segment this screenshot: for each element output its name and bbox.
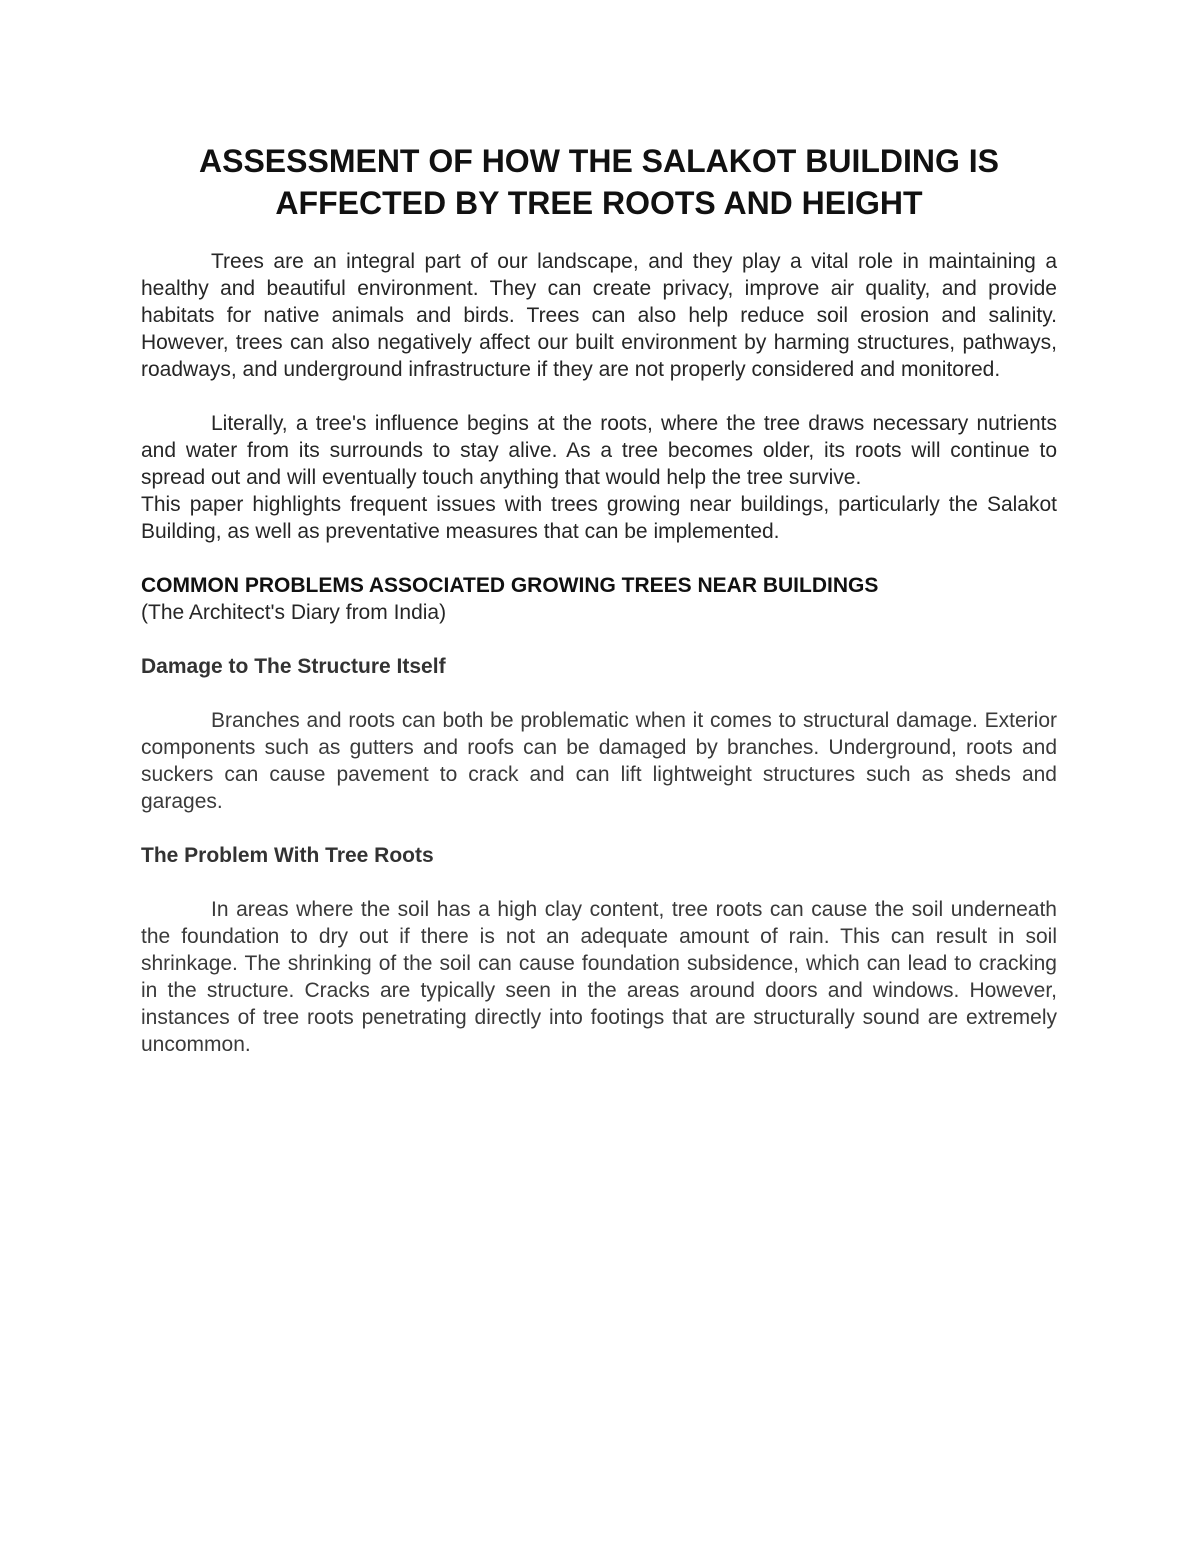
spacer [141,545,1057,572]
spacer [141,224,1057,248]
document-page [141,140,1057,1058]
title-line-2: AFFECTED BY TREE ROOTS AND HEIGHT [275,185,923,221]
spacer [141,626,1057,653]
intro-paragraph-3: This paper highlights frequent issues with trees growing near buildings, particularly the Salakot Building, as well as preventative measures that can be implemented. [141,493,1057,543]
spacer [141,815,1057,842]
document-title [141,140,1057,224]
structure-damage-paragraph: Branches and roots can both be problematic when it comes to structural damage. Exterior components such as gutters and roofs can be damaged by branches. Underground, roots and suckers can cause pavement to crack and can lift lightweight structures such as sheds and garages. [141,709,1057,813]
section-heading-common-problems: COMMON PROBLEMS ASSOCIATED GROWING TREES NEAR BUILDINGS [141,574,879,597]
intro-paragraph-1: Trees are an integral part of our landscape, and they play a vital role in maintaining a healthy and beautiful environment. They can create privacy, improve air quality, and provide habitats for native animals and birds. Trees can also help reduce soil erosion and salinity. However, trees can also negatively affect our built environment by harming structures, pathways, roadways, and underground infrastructure if they are not properly considered and monitored. [141,250,1057,381]
title-line-1: ASSESSMENT OF HOW THE SALAKOT BUILDING IS [198,143,999,179]
intro-paragraph-2: Literally, a tree's influence begins at the roots, where the tree draws necessary nutrients and water from its surrounds to stay alive. As a tree becomes older, its roots will continue to spread out and will eventually touch anything that would help the tree survive. [141,412,1057,489]
section-source: (The Architect's Diary from India) [141,601,447,624]
subheading-tree-roots: The Problem With Tree Roots [141,844,434,867]
tree-roots-paragraph: In areas where the soil has a high clay content, tree roots can cause the soil underneath the foundation to dry out if there is not an adequate amount of rain. This can result in soil shrinkage. The shrinking of the soil can cause foundation subsidence, which can lead to cracking in the structure. Cracks are typically seen in the areas around doors and windows. However, instances of tree roots penetrating directly into footings that are structurally sound are extremely uncommon. [141,898,1057,1056]
subheading-structure-damage: Damage to The Structure Itself [141,655,446,678]
spacer [141,869,1057,896]
spacer [141,680,1057,707]
spacer [141,383,1057,410]
